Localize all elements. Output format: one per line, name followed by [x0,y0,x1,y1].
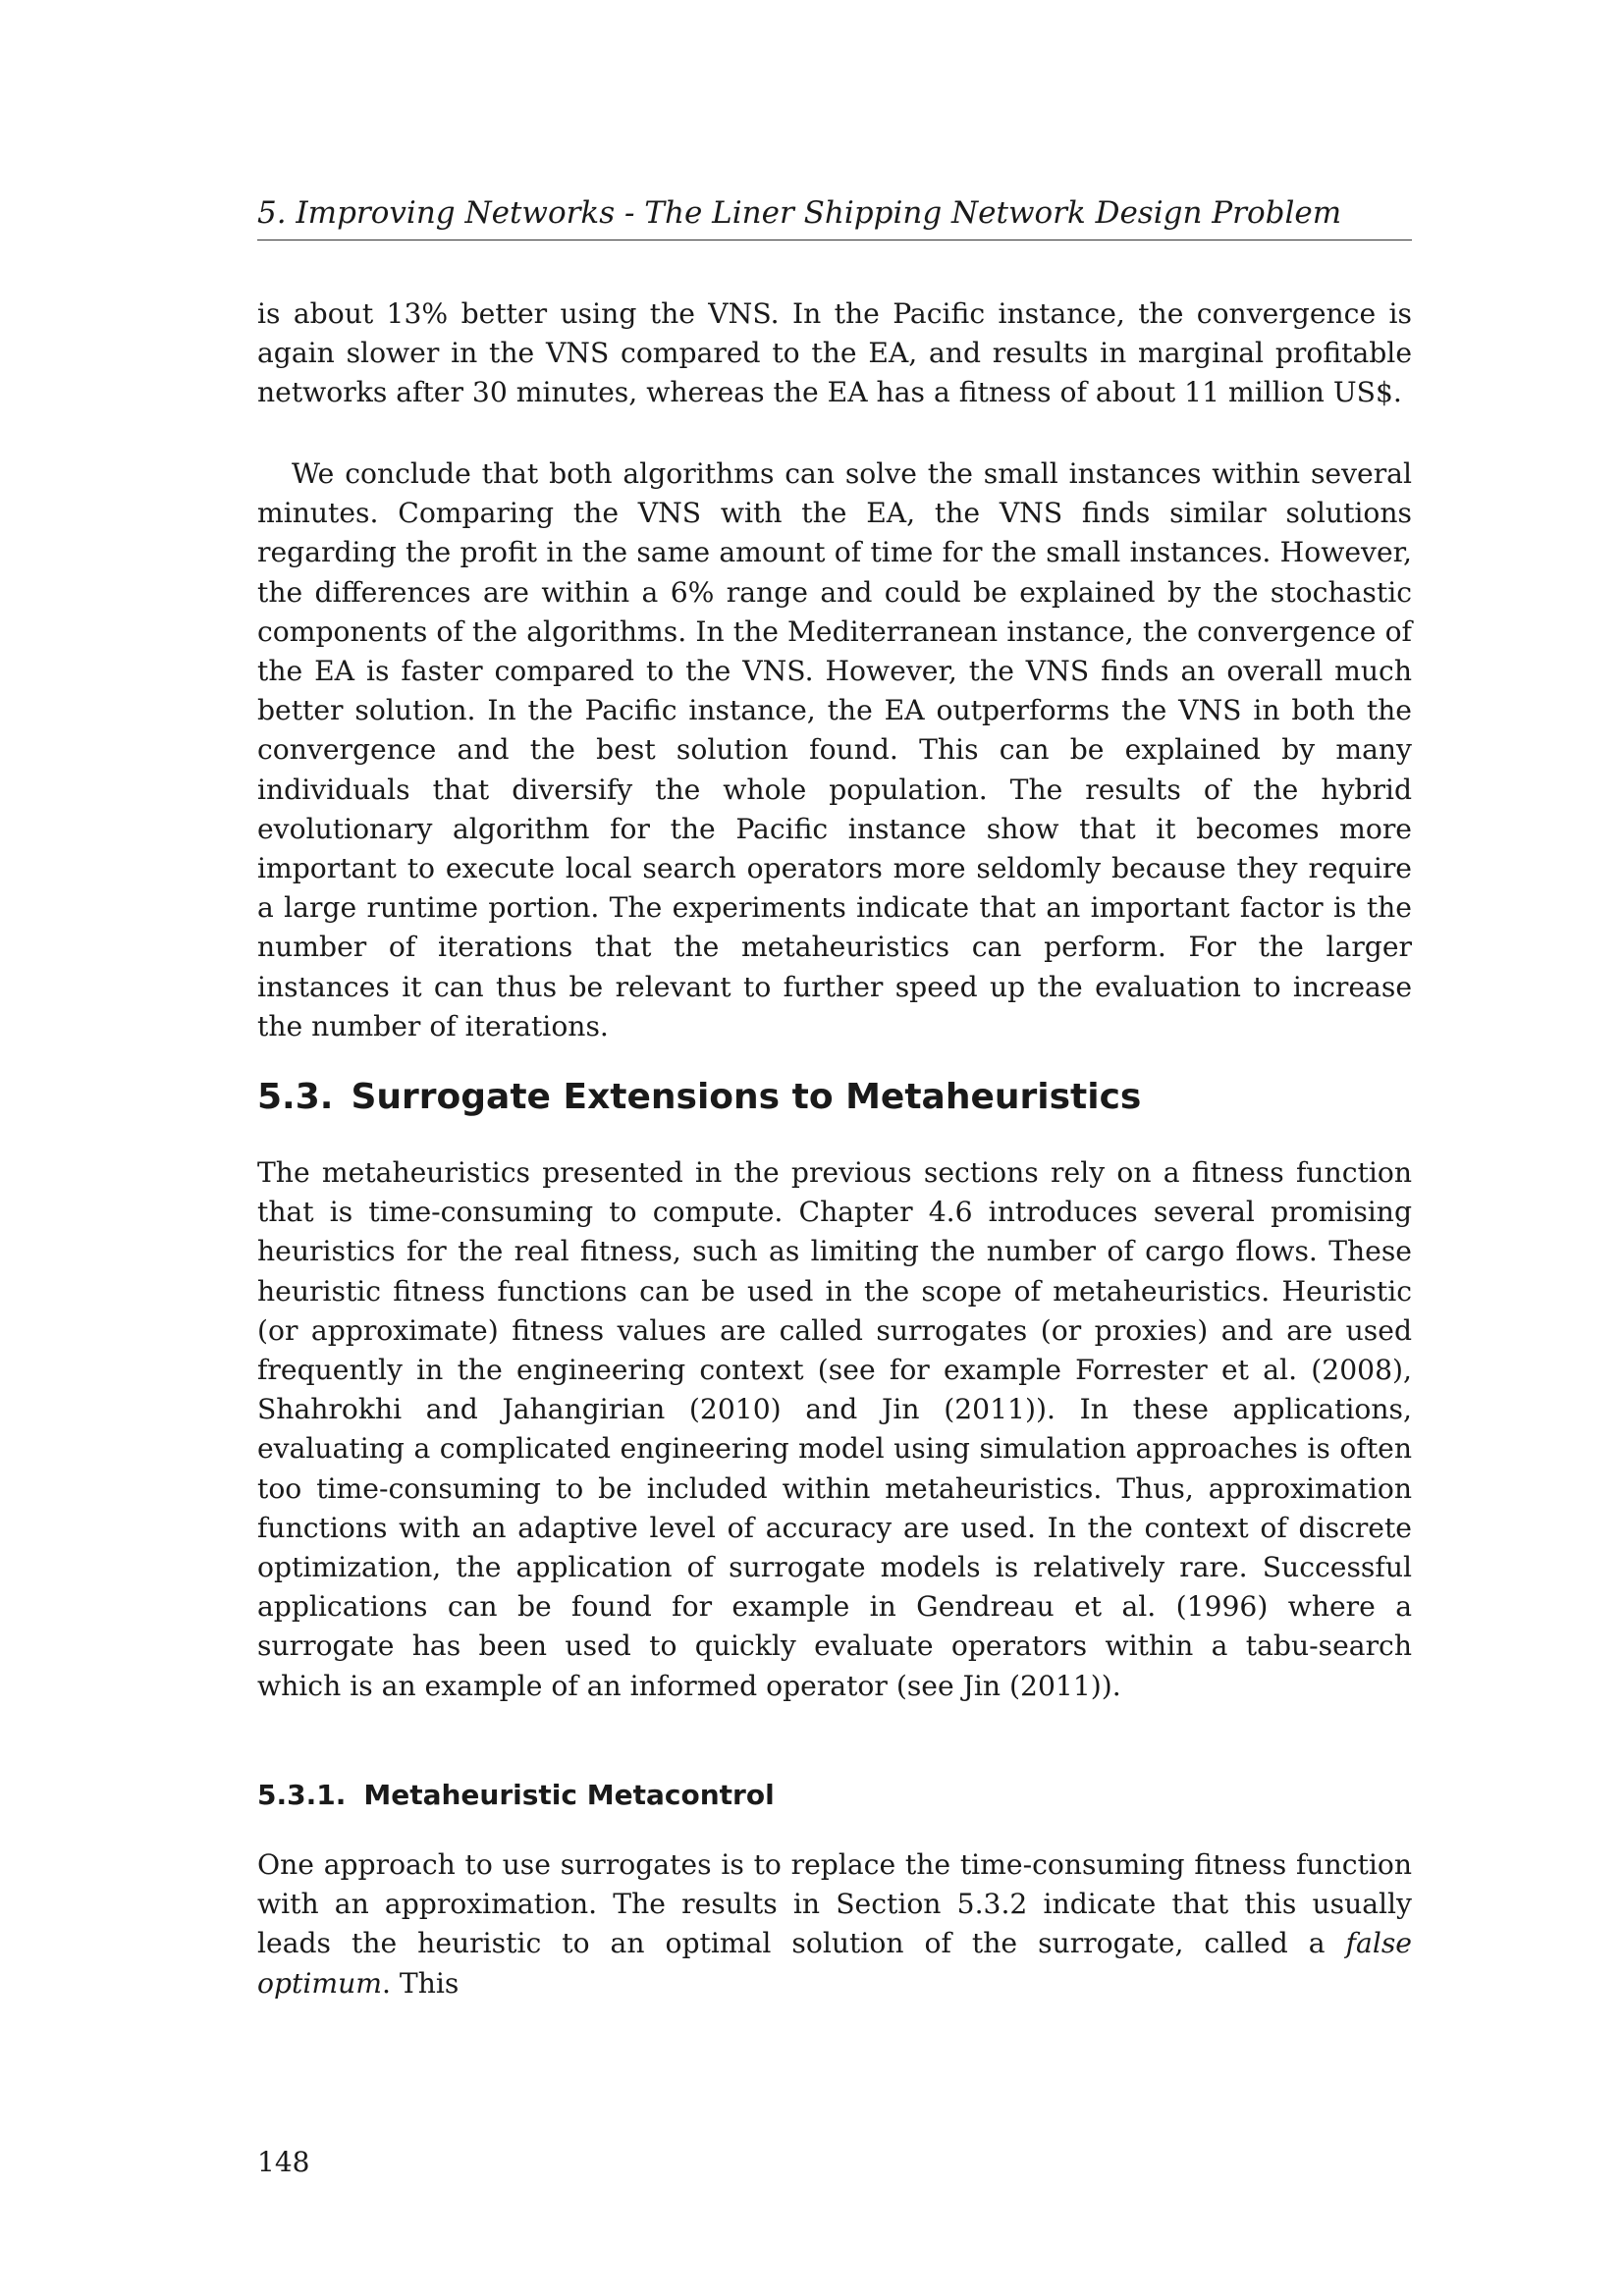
section-title: Surrogate Extensions to Metaheuristics [351,1077,1142,1117]
section-number: 5.3. [257,1077,334,1117]
paragraph-1: is about 13% better using the VNS. In the Pacific instance, the convergence is again slower in the VNS compared to the EA, and results in marginal profitable networks after 30 minutes, whereas the EA has a fitness of about 11 million US$. [257,297,1412,409]
page-number: 148 [257,2146,310,2178]
paragraph-4-end: . This [381,1966,460,2000]
running-header: 5. Improving Networks - The Liner Shipping Network Design Problem [257,195,1342,231]
subsection-heading [257,1777,775,1814]
paragraph-3: The metaheuristics presented in the previous sections rely on a fitness function that is time-consuming to compute. Chapter 4.6 introduces several promising heuristics for the real fitness, such as limiting the number of cargo flows. These heuristic fitness functions can be used in the scope of metaheuristics. Heuristic (or approximate) fitness values are called surrogates (or proxies) and are used frequently in the engineering context (see for example Forrester et al. (2008), Shahrokhi and Jahangirian (2010) and Jin (2011)). In these applications, evaluating a complicated engineering model using simulation approaches is often too time-consuming to be included within metaheuristics. Thus, approximation functions with an adaptive level of accuracy are used. In the context of discrete optimization, the application of surrogate models is relatively rare. Successful applications can be found for example in Gendreau et al. (1996) where a surrogate has been used to quickly evaluate operators within a tabu-search which is an example of an informed operator (see Jin (2011)). [257,1156,1412,1702]
document-page [257,0,1412,2296]
section-heading [257,1074,1141,1121]
paragraph-4-text: One approach to use surrogates is to replace the time-consuming fitness function with an approximation. The results in Section 5.3.2 indicate that this usually leads the heuristic to an optimal solution of the surrogate, called a [257,1848,1412,1960]
subsection-title: Metaheuristic Metacontrol [363,1779,775,1811]
subsection-number: 5.3.1. [257,1779,347,1811]
paragraph-4-emphasis: false optimum [257,1927,1412,2000]
paragraph-2: We conclude that both algorithms can solve the small instances within several minutes. Comparing the VNS with the EA, the VNS finds similar solutions regarding the profit in the same amount of time for the small instances. However, the differences are within a 6% range and could be explained by the stochastic components of the algorithms. In the Mediterranean instance, the convergence of the EA is faster compared to the VNS. However, the VNS finds an overall much better solution. In the Pacific instance, the EA outperforms the VNS in both the convergence and the best solution found. This can be explained by many individuals that diversify the whole population. The results of the hybrid evolutionary algorithm for the Pacific instance show that it becomes more important to execute local search operators more seldomly because they require a large runtime portion. The experiments indicate that an important factor is the number of iterations that the metaheuristics can perform. For the larger instances it can thus be relevant to further speed up the evaluation to increase the number of iterations. [257,457,1412,1042]
paragraph-4 [257,1845,1412,2003]
